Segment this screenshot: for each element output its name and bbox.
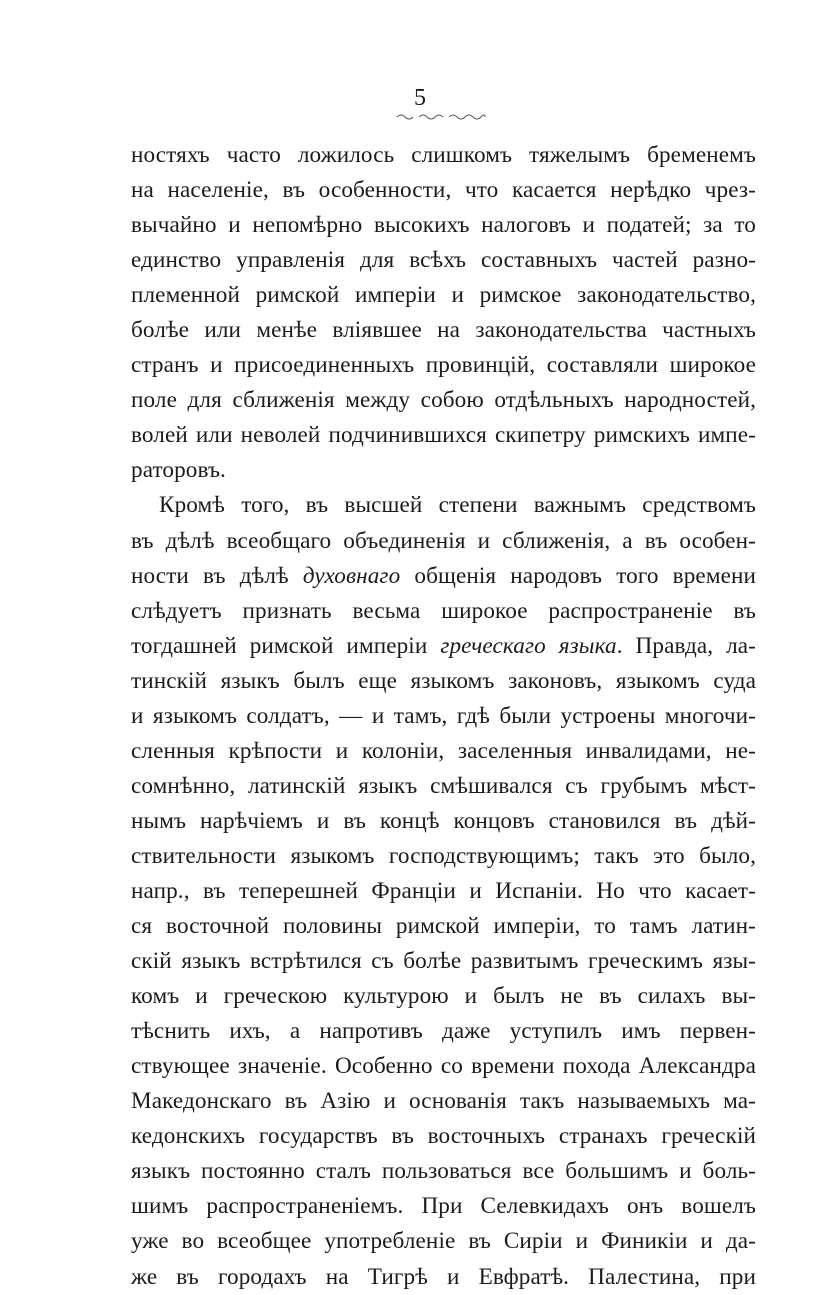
paragraph-end-line: раторовъ.	[131, 457, 226, 484]
text-line: ствительности языкомъ господствующимъ; такъ это было,	[131, 842, 756, 869]
text-line: племенной римской имперіи и римское законодательство,	[131, 282, 756, 309]
text-line: на населеніе, въ особенности, что касается нерѣдко чрез-	[131, 177, 756, 204]
text-line: волей или неволей подчинившихся скипетру римскихъ импе-	[131, 422, 756, 449]
text-segment: ности въ дѣлѣ	[131, 562, 303, 589]
text-segment: . Правда, ла-	[616, 632, 757, 659]
text-line: языкъ постоянно сталъ пользоваться все большимъ и боль-	[131, 1158, 756, 1185]
text-line: болѣе или менѣе вліявшее на законодательства частныхъ	[131, 317, 756, 344]
text-line	[131, 629, 756, 664]
text-line: комъ и греческою культурою и былъ не въ силахъ вы-	[131, 983, 756, 1010]
italic-term: греческаго языка	[440, 632, 617, 659]
ornament-divider	[395, 112, 487, 120]
text-line: нымъ нарѣчіемъ и въ концѣ концовъ становился въ дѣй-	[131, 807, 756, 834]
text-line: ностяхъ часто ложилось слишкомъ тяжелымъ бременемъ	[131, 142, 756, 168]
text-line: напр., въ теперешней Франціи и Испаніи. Но что касает-	[131, 877, 756, 904]
text-line: тѣснить ихъ, а напротивъ даже уступилъ имъ первен-	[131, 1018, 756, 1045]
text-line: и языкомъ солдатъ, — и тамъ, гдѣ были устроены многочи-	[131, 702, 756, 729]
text-line: тинскій языкъ былъ еще языкомъ законовъ, языкомъ суда	[131, 667, 756, 694]
paragraph-start-line: Кромѣ того, въ высшей степени важнымъ средствомъ	[159, 492, 756, 519]
text-line: сленныя крѣпости и колоніи, заселенныя инвалидами, не-	[131, 737, 756, 764]
text-segment: тогдашней римской имперіи	[131, 632, 441, 659]
text-line: уже во всеобщее употребленіе въ Сиріи и Финикіи и да-	[131, 1228, 756, 1255]
text-segment: общенія народовъ того времени	[400, 562, 756, 589]
text-line: сомнѣнно, латинскій языкъ смѣшивался съ грубымъ мѣст-	[131, 772, 756, 799]
text-line: вычайно и непомѣрно высокихъ налоговъ и податей; за то	[131, 212, 756, 239]
text-line	[131, 559, 756, 594]
text-line: слѣдуетъ признать весьма широкое распространеніе въ	[131, 597, 756, 624]
text-line: ся восточной половины римской имперіи, то тамъ латин-	[131, 913, 756, 940]
text-line: кедонскихъ государствъ въ восточныхъ странахъ греческій	[131, 1123, 756, 1150]
text-line: шимъ распространеніемъ. При Селевкидахъ онъ вошелъ	[131, 1193, 756, 1220]
text-line: ствующее значеніе. Особенно со времени похода Александра	[131, 1053, 756, 1080]
text-line: странъ и присоединенныхъ провинцій, составляли широкое	[131, 352, 756, 379]
text-line: единство управленія для всѣхъ составныхъ частей разно-	[131, 247, 756, 274]
text-line: поле для сближенія между собою отдѣльныхъ народностей,	[131, 387, 756, 414]
text-segment: въ дѣлѣ всеобщаго объединенія и сближенія, а въ особен-	[131, 527, 756, 554]
text-line: Македонскаго въ Азію и основанія такъ называемыхъ ма-	[131, 1088, 756, 1115]
text-line	[131, 524, 756, 559]
text-line: скій языкъ встрѣтился съ болѣе развитымъ греческимъ язы-	[131, 948, 756, 975]
page-number: 5	[414, 85, 426, 111]
body-text	[131, 138, 756, 1295]
text-line: же въ городахъ на Тигрѣ и Евфратѣ. Палестина, при	[131, 1263, 756, 1290]
italic-term: духовнаго	[302, 562, 401, 589]
